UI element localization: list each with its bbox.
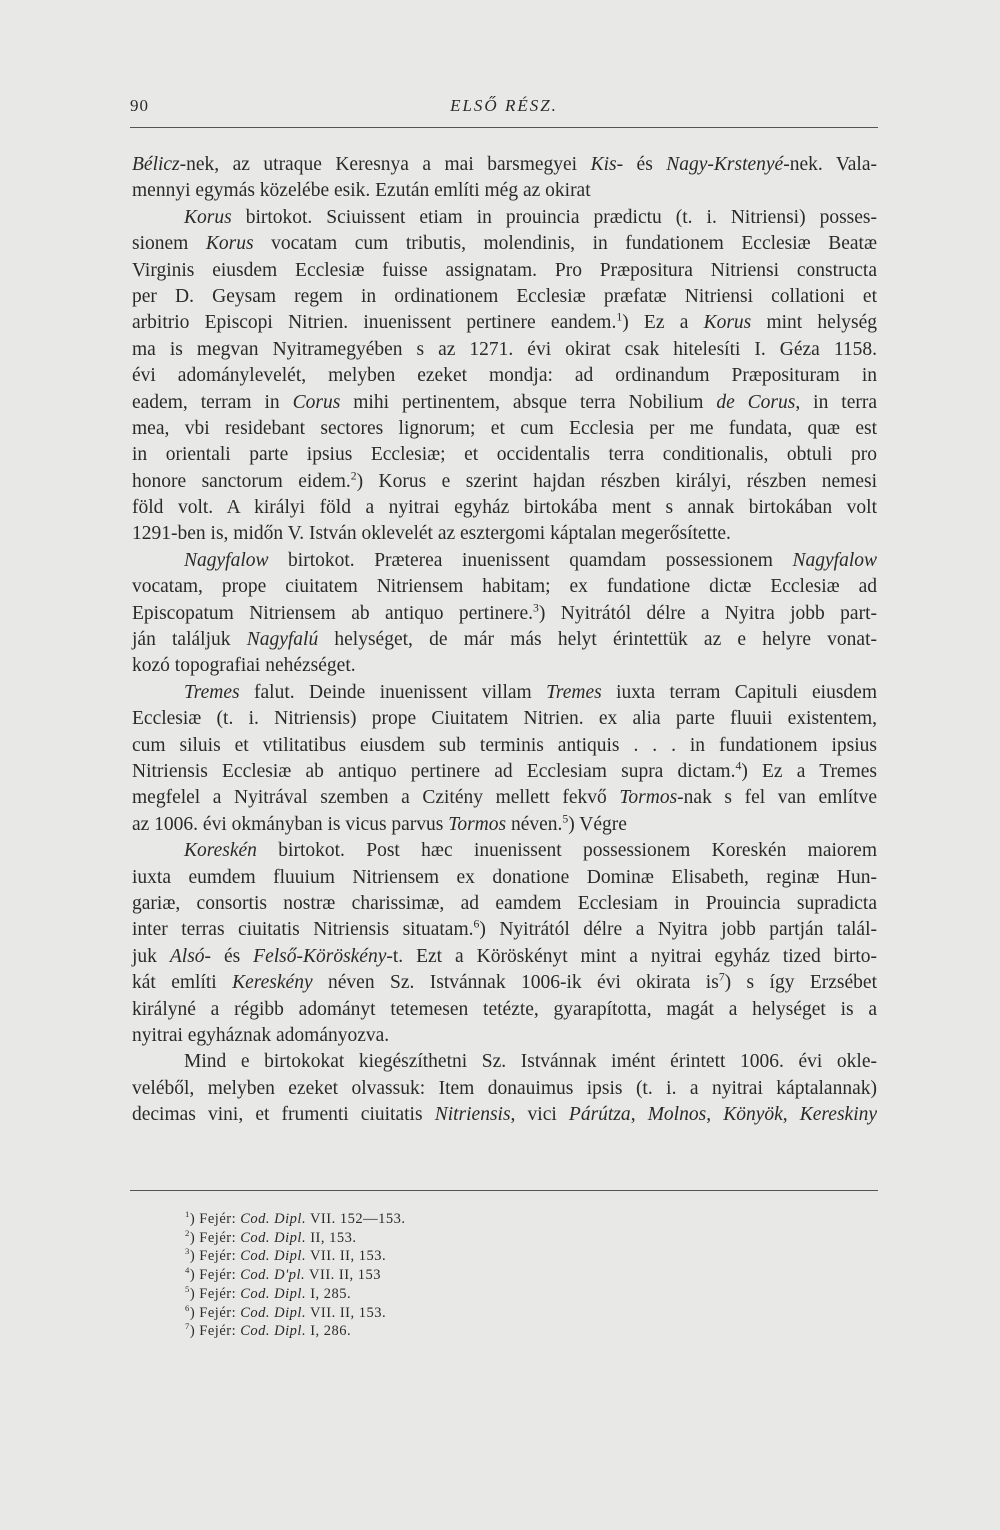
footnote: $^5$) Fejér: Cod. Dipl. I, 285. bbox=[185, 1283, 352, 1302]
text-line: királyné a régibb adományt tetemesen tetézte, gyarapította, magát a helységet is a bbox=[132, 998, 877, 1020]
footnote: $^7$) Fejér: Cod. Dipl. I, 286. bbox=[185, 1321, 352, 1340]
text-line: föld volt. A királyi föld a nyitrai egyház birtokába ment s annak birtokában volt bbox=[132, 497, 877, 519]
text-line: Nitriensis Ecclesiæ ab antiquo pertinere ad Ecclesiam supra dictam.$^4$) Ez a Tremes bbox=[132, 759, 877, 782]
text-line: inter terras ciuitatis Nitriensis situatam.$^6$) Nyitrától délre a Nyitra jobb partján talál- bbox=[132, 917, 877, 941]
text-line: arbitrio Episcopi Nitrien. inuenissent pertinere eandem.$^1$) Ez a Korus mint helység bbox=[132, 310, 877, 334]
text-line: évi adománylevelét, melyben ezeket mondja: ad ordinandum Præposituram in bbox=[132, 365, 877, 387]
text-line: Tremes falut. Deinde inuenissent villam Tremes iuxta terram Capituli eiusdem bbox=[184, 681, 877, 703]
text-line: juk Alsó- és Felső-Köröskény-t. Ezt a Köröskényt mint a nyitrai egyház tized birto- bbox=[132, 945, 877, 967]
text-line: Episcopatum Nitriensem ab antiquo pertinere.$^3$) Nyitrától délre a Nyitra jobb part- bbox=[132, 601, 877, 624]
footnote: $^2$) Fejér: Cod. Dipl. II, 153. bbox=[185, 1227, 357, 1246]
text-line: cum siluis et vtilitatibus eiusdem sub terminis antiquis . . . in fundationem ipsius bbox=[132, 734, 877, 756]
page-number: 90 bbox=[130, 96, 149, 115]
text-line: Mind e birtokokat kiegészíthetni Sz. Istvánnak imént érintett 1006. évi okle- bbox=[184, 1051, 877, 1073]
text-line: honore sanctorum eidem.$^2$) Korus e szerint hajdan részben királyi, részben nemesi bbox=[132, 469, 877, 492]
text-line: Bélicz-nek, az utraque Keresnya a mai barsmegyei Kis- és Nagy-Krstenyé-nek. Vala- bbox=[132, 154, 877, 175]
text-line: veléből, melyben ezeket olvassuk: Item donauimus ipsis (t. i. a nyitrai káptalannak) bbox=[132, 1077, 877, 1099]
text-line: kát említi Kereskény néven Sz. Istvánnak 1006-ik évi okirata $is^7$) s így Erzsébet bbox=[132, 970, 877, 994]
text-line: kozó topografiai nehézséget. bbox=[132, 655, 356, 677]
text-line: ma is megvan Nyitramegyében s az 1271. évi okirat csak hitelesíti I. Géza 1158. bbox=[132, 338, 877, 360]
text-line: in orientali parte ipsius Ecclesiæ; et occidentalis terra conditionalis, obtuli pro bbox=[132, 444, 877, 466]
text-line: mea, vbi residebant sectores lignorum; et cum Ecclesia per me fundata, quæ est bbox=[132, 417, 877, 439]
footnote: $^1$) Fejér: Cod. Dipl. VII. 152—153. bbox=[185, 1209, 406, 1227]
footnote: $^4$) Fejér: Cod. D'pl. VII. II, 153 bbox=[185, 1265, 382, 1284]
text-line: vocatam, prope ciuitatem Nitriensem habitam; ex fundatione dictæ Ecclesiæ ad bbox=[132, 576, 877, 598]
footnotes bbox=[185, 1210, 405, 1341]
text-line: nyitrai egyháznak adományozva. bbox=[132, 1024, 390, 1046]
text-line: megfelel a Nyitrával szemben a Czitény mellett fekvő Tormos-nak s fel van említve bbox=[132, 787, 877, 809]
footnote: $^3$) Fejér: Cod. Dipl. VII. II, 153. bbox=[185, 1246, 387, 1265]
text-line: ján találjuk Nagyfalú helységet, de már más helyt érintettük az e helyre vonat- bbox=[132, 629, 877, 651]
text-line: gariæ, consortis nostræ charissimæ, ad eamdem Ecclesiam in Prouincia supradicta bbox=[132, 892, 877, 914]
text-line: mennyi egymás közelébe esik. Ezután említi még az okirat bbox=[132, 180, 591, 202]
text-line: Ecclesiæ (t. i. Nitriensis) prope Ciuitatem Nitrien. ex alia parte fluuii existentem, bbox=[132, 708, 877, 730]
text-line: Nagyfalow birtokot. Præterea inuenissent quamdam possessionem Nagyfalow bbox=[184, 549, 877, 571]
text-line: iuxta eumdem fluuium Nitriensem ex donatione Dominæ Elisabeth, reginæ Hun- bbox=[132, 866, 877, 888]
text-line: Virginis eiusdem Ecclesiæ fuisse assignatam. Pro Præpositura Nitriensi constructa bbox=[132, 259, 877, 281]
text-line: eadem, terram in Corus mihi pertinentem, absque terra Nobilium de Corus, in terra bbox=[132, 391, 877, 413]
header-rule bbox=[130, 127, 878, 128]
text-line: 1291-ben is, midőn V. István oklevelét az esztergomi káptalan megerősítette. bbox=[132, 523, 731, 545]
text-line: Korus birtokot. Sciuissent etiam in prouincia prædictu (t. i. Nitriensi) posses- bbox=[184, 206, 877, 228]
page-header bbox=[130, 96, 878, 122]
text-line: per D. Geysam regem in ordinationem Ecclesiæ præfatæ Nitriensi collationi et bbox=[132, 285, 877, 307]
footnote: $^6$) Fejér: Cod. Dipl. VII. II, 153. bbox=[185, 1302, 387, 1321]
text-line: Koreskén birtokot. Post hæc inuenissent possessionem Koreskén maiorem bbox=[184, 840, 877, 862]
running-title: ELSŐ RÉSZ. bbox=[450, 96, 558, 115]
text-line: az 1006. évi okmányban is vicus parvus Tormos néven.$^5$) Végre bbox=[132, 812, 627, 835]
text-line: decimas vini, et frumenti ciuitatis Nitriensis, vici Párútza, Molnos, Könyök, Kereskiny bbox=[132, 1104, 878, 1126]
text-line: sionem Korus vocatam cum tributis, molendinis, in fundationem Ecclesiæ Beatæ bbox=[132, 233, 877, 255]
body-text bbox=[132, 152, 877, 1128]
footnote-rule bbox=[130, 1190, 878, 1191]
